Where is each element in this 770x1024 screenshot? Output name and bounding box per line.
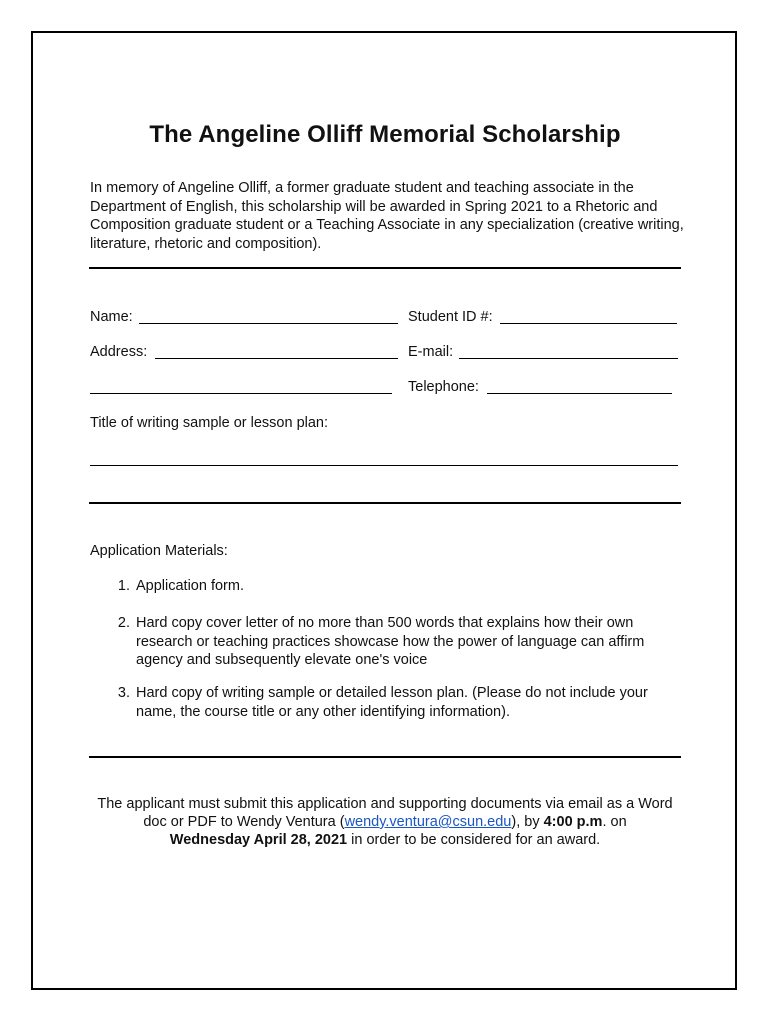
intro-paragraph: In memory of Angeline Olliff, a former graduate student and teaching associate in the Department of English, this scholarship will be awarded in Spring 2021 to a Rhetoric and Composition graduate student or a Teaching Associate in any specialization (creative writing, literature, rhetoric and composition). [90, 180, 684, 252]
list-item-text: Hard copy of writing sample or detailed lesson plan. (Please do not include your name, the course title or any other identifying information). [136, 685, 648, 720]
address-line-2-field[interactable] [90, 393, 392, 394]
divider-bottom [89, 756, 681, 758]
address-label: Address: [90, 344, 148, 360]
email-link[interactable]: wendy.ventura@csun.edu [344, 814, 512, 830]
sample-title-field[interactable] [90, 465, 678, 466]
divider-middle [89, 502, 681, 504]
address-field[interactable] [155, 358, 398, 359]
closing-text-1: The applicant must submit this application and supporting documents via email as a Word doc or PDF to Wendy Ventura ( [97, 796, 673, 830]
sample-title-label: Title of writing sample or lesson plan: [90, 415, 329, 431]
closing-text-4: in order to be considered for an award. [347, 832, 601, 848]
name-label: Name: [90, 309, 133, 325]
list-item-number: 3. [117, 685, 130, 701]
list-item-number: 2. [117, 615, 130, 631]
page-title: The Angeline Olliff Memorial Scholarship [149, 121, 621, 148]
materials-heading: Application Materials: [90, 543, 228, 559]
email-label: E-mail: [408, 344, 454, 360]
divider-top [89, 267, 681, 269]
closing-text-3: . on [602, 814, 627, 830]
student-id-label: Student ID #: [408, 309, 493, 325]
closing-text-2: ), by [511, 814, 544, 830]
telephone-field[interactable] [487, 393, 672, 394]
deadline-time: 4:00 p.m [543, 814, 603, 830]
list-item-number: 1. [117, 578, 130, 594]
submission-instructions [95, 795, 675, 849]
list-item-text: Hard copy cover letter of no more than 500 words that explains how their own research or teaching practices showcase how the power of language can affirm agency and subsequently elevate one's voice [136, 615, 645, 668]
telephone-label: Telephone: [408, 379, 479, 395]
student-id-field[interactable] [500, 323, 677, 324]
name-field[interactable] [139, 323, 398, 324]
deadline-date: Wednesday April 28, 2021 [169, 832, 348, 848]
email-field[interactable] [459, 358, 678, 359]
list-item-text: Application form. [136, 578, 244, 594]
